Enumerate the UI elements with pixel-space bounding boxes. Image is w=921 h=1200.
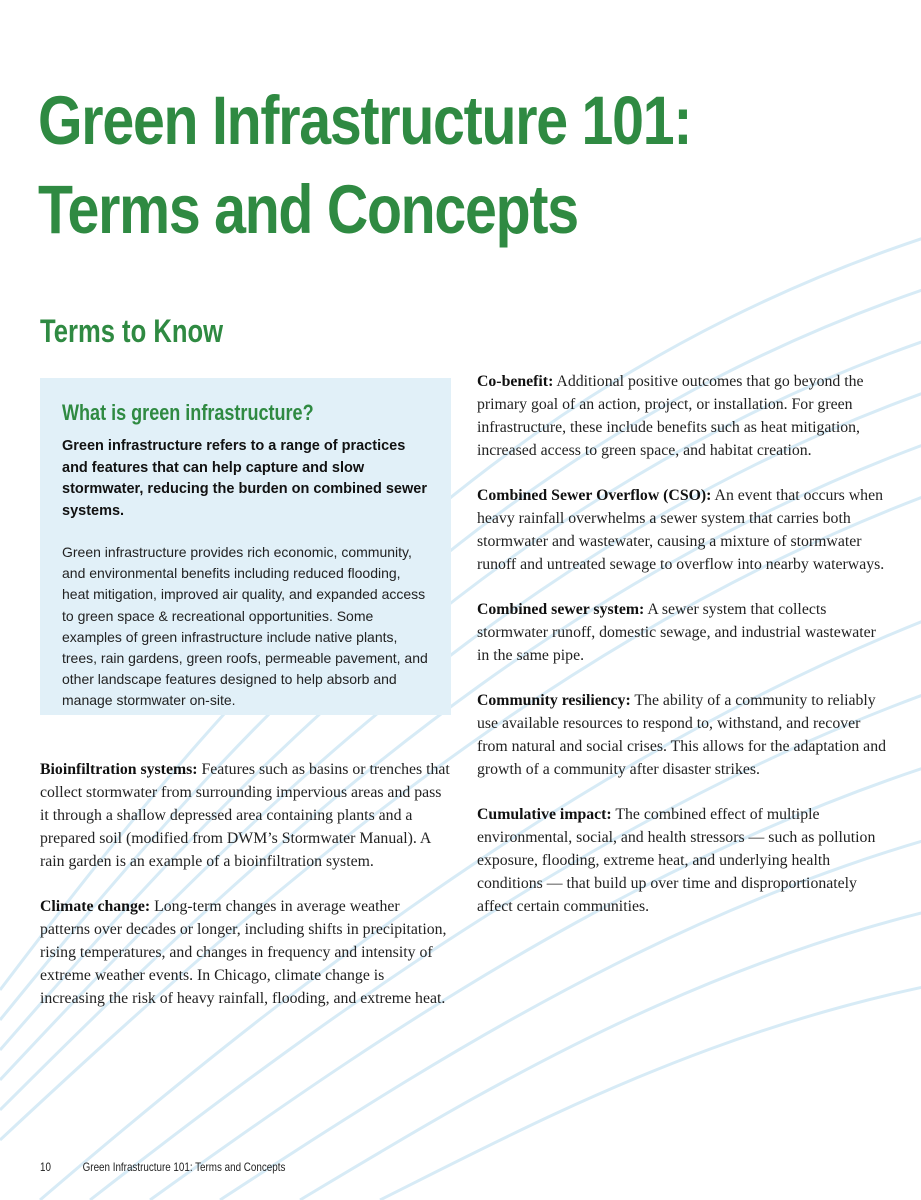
term-definition: A sewer system that collects stormwater runoff, domestic sewage, and industrial wastewater in the same pipe. xyxy=(477,601,876,664)
terms-column-right xyxy=(477,370,887,940)
term-name: Cumulative impact: xyxy=(477,806,612,823)
term-entry xyxy=(40,895,450,1010)
running-title: Green Infrastructure 101: Terms and Concepts xyxy=(82,1160,286,1174)
term-name: Climate change: xyxy=(40,898,151,915)
term-definition: An event that occurs when heavy rainfall overwhelms a sewer system that carries both stormwater and wastewater, causing a mixture of stormwater runoff and untreated sewage to overflow into nearby waterways. xyxy=(477,487,885,573)
term-entry xyxy=(477,598,887,667)
term-definition: The combined effect of multiple environmental, social, and health stressors — such as pollution exposure, flooding, extreme heat, and underlying health conditions — that build up over time and disproportionately affect certain communities. xyxy=(477,806,876,915)
term-name: Community resiliency: xyxy=(477,692,631,709)
term-name: Combined Sewer Overflow (CSO): xyxy=(477,487,712,504)
term-entry xyxy=(477,370,887,462)
term-definition: The ability of a community to reliably use available resources to respond to, withstand, and recover from natural and social crises. This allows for the adaptation and growth of a community after disaster strikes. xyxy=(477,692,886,778)
callout-body-paragraph: Green infrastructure provides rich economic, community, and environmental benefits including reduced flooding, heat mitigation, improved air quality, and expanded access to green space & recreational opportunities. Some examples of green infrastructure include native plants, trees, rain gardens, green roofs, permeable pavement, and other landscape features designed to help absorb and manage stormwater on-site. xyxy=(62,544,428,709)
term-entry xyxy=(477,803,887,918)
term-name: Bioinfiltration systems: xyxy=(40,761,198,778)
term-definition: Long-term changes in average weather patterns over decades or longer, including shifts in precipitation, rising temperatures, and changes in frequency and intensity of extreme weather events. In Chicago, climate change is increasing the risk of heavy rainfall, flooding, and extreme heat. xyxy=(40,898,447,1007)
term-entry xyxy=(477,484,887,576)
callout-box xyxy=(40,378,451,715)
term-entry xyxy=(477,689,887,781)
page-number: 10 xyxy=(40,1160,51,1174)
callout-heading: What is green infrastructure? xyxy=(62,400,314,425)
page-footer xyxy=(40,1160,285,1174)
term-name: Co-benefit: xyxy=(477,373,554,390)
term-definition: Features such as basins or trenches that collect stormwater from surrounding impervious areas and pass it through a shallow depressed area containing plants and a prepared soil (modified from DWM’s Stormwater Manual). A rain garden is an example of a bioinfiltration system. xyxy=(40,761,450,870)
page-title xyxy=(38,76,691,254)
term-name: Combined sewer system: xyxy=(477,601,645,618)
terms-column-left xyxy=(40,758,450,1032)
page-title-line-1: Green Infrastructure 101: xyxy=(38,82,692,159)
term-entry xyxy=(40,758,450,873)
callout-lead-paragraph: Green infrastructure refers to a range of practices and features that can help capture and slow stormwater, reducing the burden on combined sewer systems. xyxy=(62,438,427,519)
term-definition: Additional positive outcomes that go beyond the primary goal of an action, project, or installation. For green infrastructure, these include benefits such as heat mitigation, increased access to green space, and habitat creation. xyxy=(477,373,864,459)
page-title-line-2: Terms and Concepts xyxy=(38,171,578,248)
section-heading: Terms to Know xyxy=(40,313,223,349)
